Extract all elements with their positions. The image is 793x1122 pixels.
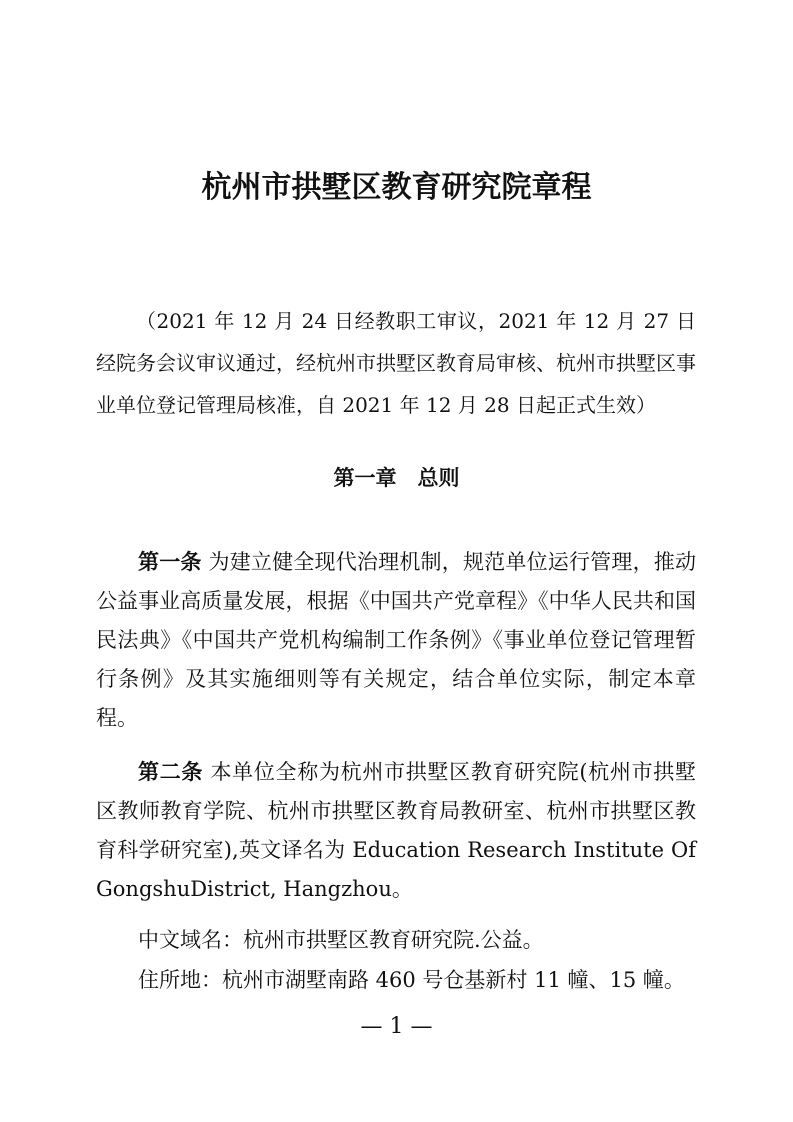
address-line: 住所地：杭州市湖墅南路 460 号仓基新村 11 幢、15 幢。 — [138, 968, 685, 992]
article-2-label: 第二条 — [138, 760, 204, 784]
approval-note: （2021 年 12 月 24 日经教职工审议，2021 年 12 月 27 日经院务会议审议通过，经杭州市拱墅区教育局审核、杭州市拱墅区事业单位登记管理局核准，自 2021 年 12 月 28 日起正式生效） — [96, 309, 696, 417]
article-1-text: 为建立健全现代治理机制，规范单位运行管理，推动公益事业高质量发展，根据《中国共产党章程》《中华人民共和国民法典》《中国共产党机构编制工作条例》《事业单位登记管理暂行条例》及其实施细则等有关规定，结合单位实际，制定本章程。 — [96, 550, 696, 730]
chapter-heading: 第一章 总则 — [333, 466, 460, 490]
page-number: — 1 — — [360, 1014, 433, 1039]
article-1-label: 第一条 — [138, 550, 202, 574]
page-title: 杭州市拱墅区教育研究院章程 — [201, 170, 592, 205]
article-2-text: 本单位全称为杭州市拱墅区教育研究院(杭州市拱墅区教师教育学院、杭州市拱墅区教育局教研室、杭州市拱墅区教育科学研究室),英文译名为 Education Research Institute Of GongshuDistrict, Hangzhou。 — [96, 760, 696, 901]
chinese-domain-line: 中文域名：杭州市拱墅区教育研究院.公益。 — [138, 928, 544, 952]
article-2 — [96, 753, 696, 909]
article-1 — [96, 543, 696, 738]
